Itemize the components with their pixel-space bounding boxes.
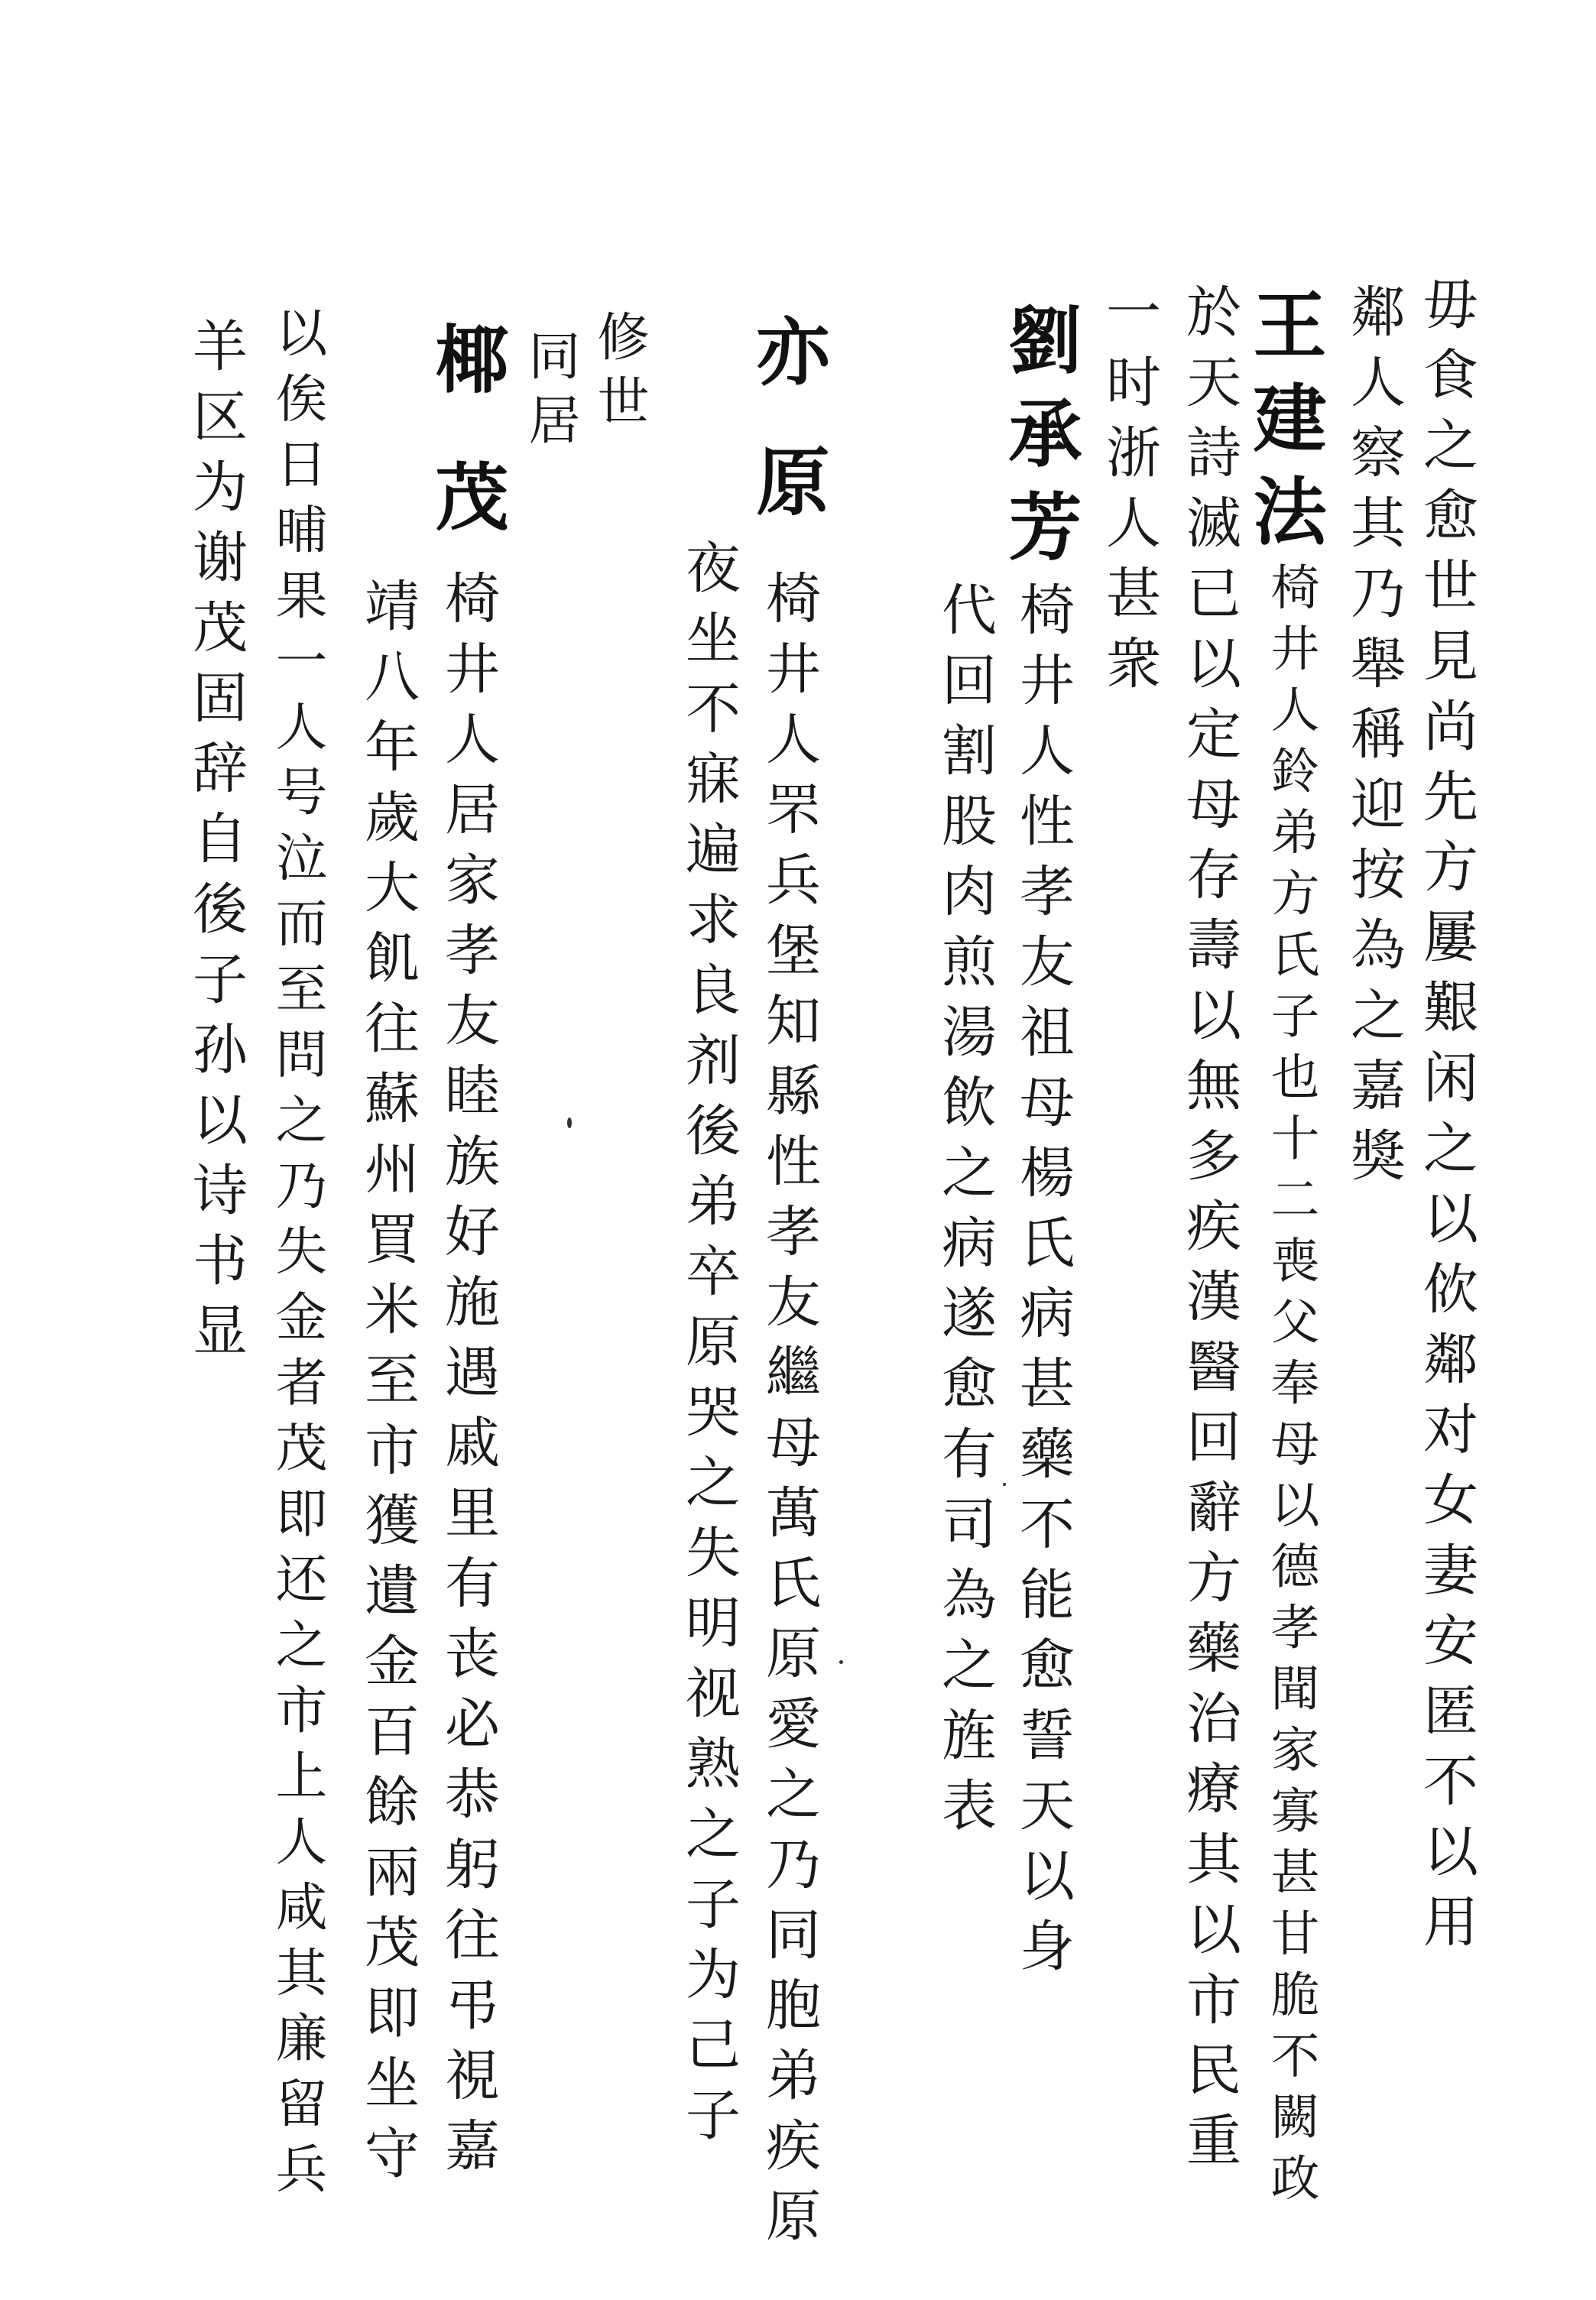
- scan-speck: [567, 1118, 572, 1128]
- text-column-4: 一时浙人甚衆: [1097, 283, 1161, 705]
- text-column-9: 以俟日晡果一人号泣而至問之乃失金者茂即还之市上人咸其廉留兵: [268, 306, 328, 2208]
- note-xiushi: 修世: [589, 310, 649, 438]
- person-name-ye: 椰: [423, 321, 510, 414]
- scan-speck: [839, 1660, 843, 1664]
- person-name-mao: 茂: [423, 459, 510, 552]
- note-tongju: 同居: [520, 329, 580, 457]
- text-column-5: 椅井人性孝友祖母楊氏病甚藥不能愈誓天以身: [1010, 581, 1075, 1987]
- text-column-8: 椅井人居家孝友睦族好施遇戚里有丧必恭躬往弔視嘉: [436, 569, 500, 2187]
- text-column-10: 羊区为谢茂固辞自後子孙以诗书显: [183, 317, 248, 1372]
- person-name-wang-jianfa: 王建法: [1241, 287, 1328, 566]
- person-name-first-char: 亦: [744, 313, 831, 407]
- text-column-2: 鄰人察其乃舉稱迎按為之嘉獎: [1341, 283, 1406, 1197]
- text-column-3-sub: 於天詩滅已以定母存壽以無多疾漢醫回辭方藥治療其以市民重: [1177, 283, 1241, 2182]
- person-name-liu-chengfang: 劉承芳: [997, 302, 1083, 582]
- text-column-3: 椅井人鈴弟方氏子也十二喪父奉母以德孝聞家寡甚甘脆不闕政: [1263, 562, 1319, 2214]
- text-column-6-sub: 夜坐不寐遍求良剂後弟卒原哭之失明视熟之子为己子: [676, 539, 741, 2156]
- person-name-yuan: 原: [744, 443, 831, 537]
- text-column-6: 椅井人罘兵堡知縣性孝友繼母萬氏原愛之乃同胞弟疾原: [757, 569, 821, 2257]
- text-column-8-sub: 靖八年歲大飢往蘇州買米至市獲遺金百餘兩茂即坐守: [355, 577, 420, 2195]
- text-column-5-sub: 代回割股肉煎湯飲之病遂愈有司為之旌表: [933, 581, 997, 1847]
- scan-speck: [1003, 1483, 1006, 1486]
- text-column-1: 毋食之愈世見尚先方屢艱闲之以佽鄰对女妻安匿不以用: [1414, 275, 1478, 1963]
